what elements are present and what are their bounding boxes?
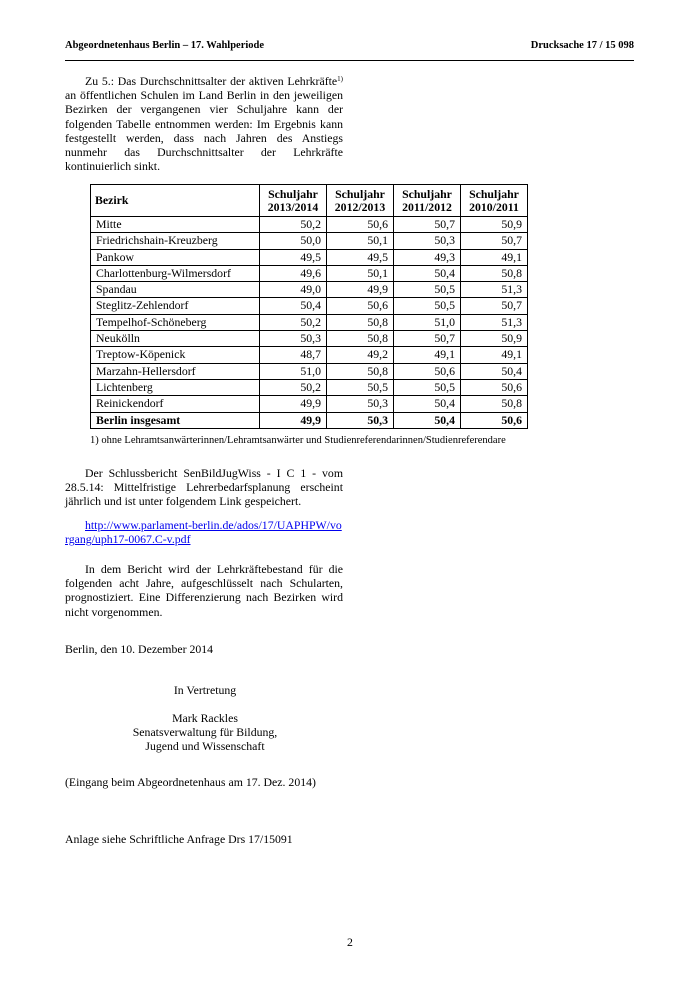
bezirk-cell: Marzahn-Hellersdorf	[91, 363, 260, 379]
bezirk-cell: Tempelhof-Schöneberg	[91, 314, 260, 330]
value-cell: 49,1	[461, 347, 528, 363]
total-value-cell: 50,6	[461, 412, 528, 428]
report-link-line1[interactable]: http://www.parlament-berlin.de/ados/17/UAPHPW/vo	[85, 518, 342, 532]
table-row	[91, 265, 528, 281]
table-row	[91, 282, 528, 298]
table-row	[91, 331, 528, 347]
value-cell: 50,1	[327, 233, 394, 249]
value-cell: 50,6	[327, 298, 394, 314]
signature-in-vertretung: In Vertretung	[173, 683, 237, 697]
column-header-2010-2011: Schuljahr 2010/2011	[461, 185, 528, 217]
table-total-row	[91, 412, 528, 428]
value-cell: 50,4	[394, 396, 461, 412]
table-body	[91, 217, 528, 429]
footnote-marker: 1)	[337, 75, 343, 83]
table-row	[91, 347, 528, 363]
page-header	[65, 38, 634, 61]
signature-org-line1: Senatsverwaltung für Bildung,	[132, 725, 278, 739]
footnote: 1) ohne Lehramtsanwärterinnen/Lehramtsanwärter und Studienreferendarinnen/Studienreferendare	[90, 435, 506, 446]
column-header-bezirk: Bezirk	[91, 185, 260, 217]
intro-text-before: Zu 5.: Das Durchschnittsalter der aktiven Lehrkräfte	[85, 74, 338, 88]
anlage-note: Anlage siehe Schriftliche Anfrage Drs 17/15091	[65, 832, 293, 846]
value-cell: 50,9	[461, 217, 528, 233]
value-cell: 50,8	[327, 331, 394, 347]
value-cell: 49,2	[327, 347, 394, 363]
value-cell: 49,6	[260, 265, 327, 281]
value-cell: 50,2	[260, 217, 327, 233]
value-cell: 50,7	[394, 217, 461, 233]
value-cell: 50,8	[461, 396, 528, 412]
bezirk-cell: Friedrichshain-Kreuzberg	[91, 233, 260, 249]
value-cell: 50,3	[260, 331, 327, 347]
value-cell: 49,3	[394, 249, 461, 265]
value-cell: 50,1	[327, 265, 394, 281]
table-row	[91, 249, 528, 265]
bezirk-cell: Charlottenburg-Wilmersdorf	[91, 265, 260, 281]
report-link[interactable]	[65, 518, 343, 546]
value-cell: 50,6	[327, 217, 394, 233]
total-value-cell: 50,3	[327, 412, 394, 428]
value-cell: 50,3	[327, 396, 394, 412]
schlussbericht-paragraph: Der Schlussbericht SenBildJugWiss - I C 1 - vom 28.5.14: Mittelfristige Lehrerbedarfsplanung erscheint jährlich und ist unter folgendem Link gespeichert.	[65, 466, 343, 509]
table-row	[91, 233, 528, 249]
column-header-2012-2013: Schuljahr 2012/2013	[327, 185, 394, 217]
signature-org-line2: Jugend und Wissenschaft	[145, 739, 265, 753]
value-cell: 50,7	[461, 233, 528, 249]
table-row	[91, 396, 528, 412]
page-number: 2	[347, 935, 353, 949]
header-title: Abgeordnetenhaus Berlin – 17. Wahlperiode	[65, 40, 265, 51]
value-cell: 50,4	[461, 363, 528, 379]
value-cell: 51,0	[260, 363, 327, 379]
value-cell: 49,0	[260, 282, 327, 298]
intro-paragraph	[65, 74, 343, 173]
value-cell: 49,1	[461, 249, 528, 265]
value-cell: 49,5	[260, 249, 327, 265]
total-label-cell: Berlin insgesamt	[91, 412, 260, 428]
value-cell: 48,7	[260, 347, 327, 363]
value-cell: 50,2	[260, 379, 327, 395]
report-link-line2[interactable]: rgang/uph17-0067.C-v.pdf	[65, 532, 191, 547]
signature-name: Mark Rackles	[172, 711, 238, 725]
value-cell: 50,6	[461, 379, 528, 395]
value-cell: 50,4	[260, 298, 327, 314]
value-cell: 50,0	[260, 233, 327, 249]
header-document-number: Drucksache 17 / 15 098	[530, 40, 634, 51]
table-row	[91, 298, 528, 314]
value-cell: 50,5	[327, 379, 394, 395]
value-cell: 50,3	[394, 233, 461, 249]
value-cell: 49,9	[260, 396, 327, 412]
table-row	[91, 314, 528, 330]
column-header-2013-2014: Schuljahr 2013/2014	[260, 185, 327, 217]
value-cell: 50,5	[394, 298, 461, 314]
value-cell: 50,2	[260, 314, 327, 330]
value-cell: 50,6	[394, 363, 461, 379]
value-cell: 51,0	[394, 314, 461, 330]
bezirk-cell: Neukölln	[91, 331, 260, 347]
value-cell: 51,3	[461, 314, 528, 330]
value-cell: 51,3	[461, 282, 528, 298]
table-row	[91, 379, 528, 395]
age-table	[90, 184, 528, 429]
value-cell: 50,8	[461, 265, 528, 281]
value-cell: 50,5	[394, 379, 461, 395]
bezirk-cell: Pankow	[91, 249, 260, 265]
bericht-paragraph: In dem Bericht wird der Lehrkräftebestand für die folgenden acht Jahre, aufgeschlüsselt nach Schularten, prognostiziert. Eine Differenzierung nach Bezirken wird nicht vorgenommen.	[65, 562, 343, 619]
total-value-cell: 49,9	[260, 412, 327, 428]
column-header-2011-2012: Schuljahr 2011/2012	[394, 185, 461, 217]
value-cell: 49,5	[327, 249, 394, 265]
table-row	[91, 363, 528, 379]
value-cell: 50,8	[327, 314, 394, 330]
value-cell: 49,1	[394, 347, 461, 363]
value-cell: 50,4	[394, 265, 461, 281]
table-header-row	[91, 185, 528, 217]
bezirk-cell: Reinickendorf	[91, 396, 260, 412]
table-row	[91, 217, 528, 233]
bezirk-cell: Lichtenberg	[91, 379, 260, 395]
eingang-note: (Eingang beim Abgeordnetenhaus am 17. Dez. 2014)	[65, 775, 316, 789]
value-cell: 50,7	[394, 331, 461, 347]
bezirk-cell: Mitte	[91, 217, 260, 233]
value-cell: 50,5	[394, 282, 461, 298]
value-cell: 49,9	[327, 282, 394, 298]
value-cell: 50,9	[461, 331, 528, 347]
bezirk-cell: Steglitz-Zehlendorf	[91, 298, 260, 314]
bezirk-cell: Treptow-Köpenick	[91, 347, 260, 363]
intro-text-after: an öffentlichen Schulen im Land Berlin in den jeweiligen Bezirken der vergangenen vier Schuljahre kann der folgenden Tabelle entnommen werden: Im Ergebnis kann festgestellt werden, dass nach Jahren des Anstiegs nunmehr das Durchschnittsalter der Lehrkräfte kontinuierlich sinkt.	[65, 88, 343, 174]
date-line: Berlin, den 10. Dezember 2014	[65, 642, 214, 656]
value-cell: 50,7	[461, 298, 528, 314]
bezirk-cell: Spandau	[91, 282, 260, 298]
total-value-cell: 50,4	[394, 412, 461, 428]
value-cell: 50,8	[327, 363, 394, 379]
